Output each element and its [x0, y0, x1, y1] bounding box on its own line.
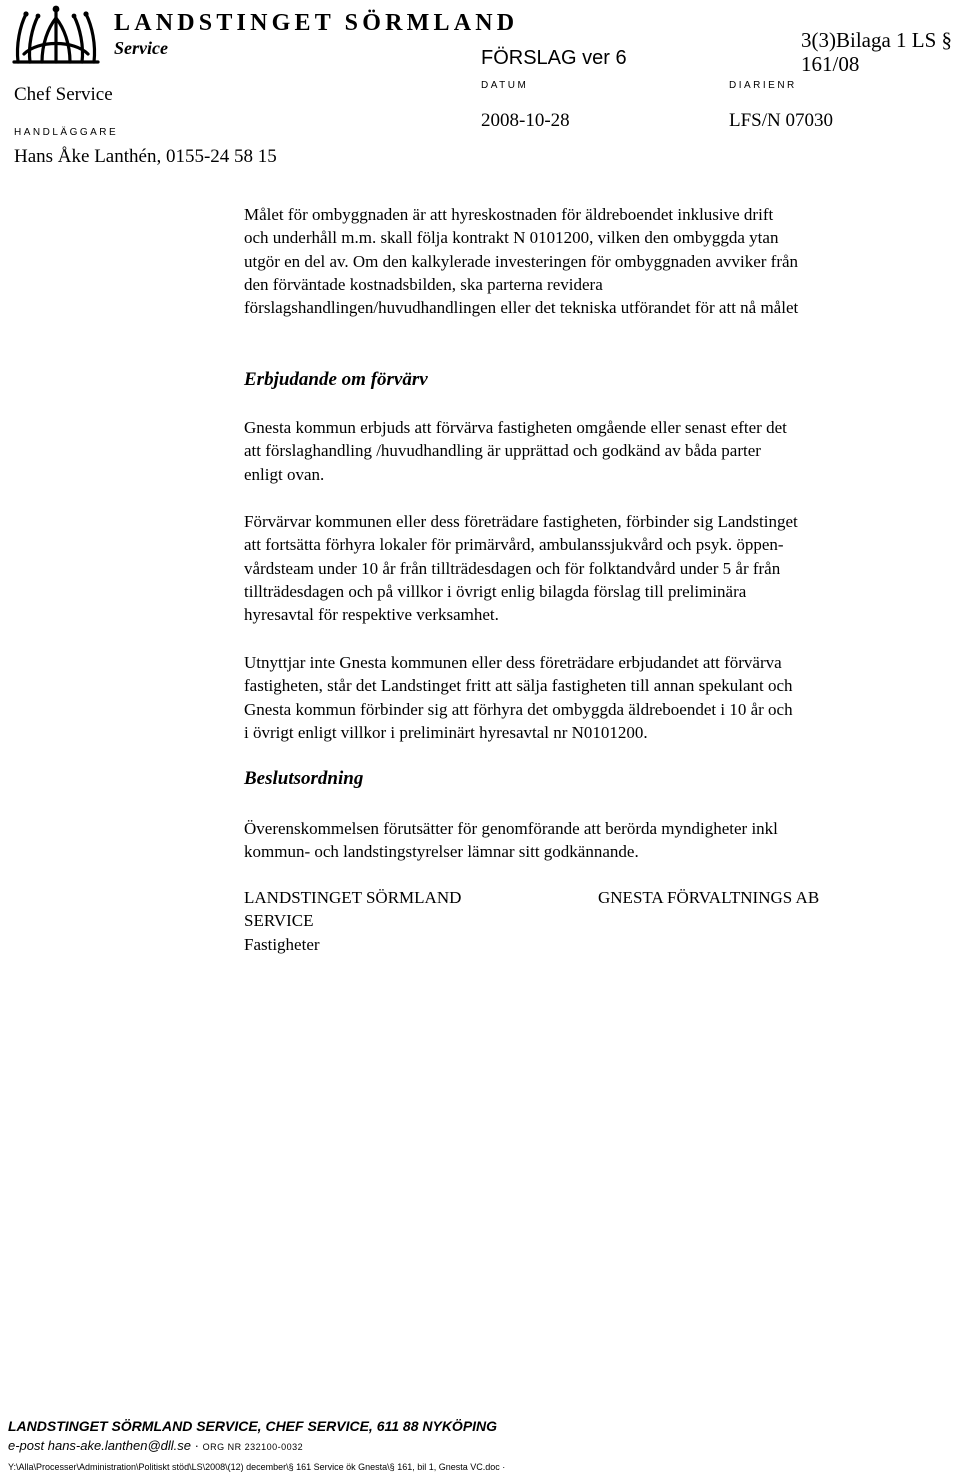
offer-line: att förslaghandling /huvudhandling är upprättad och godkänd av båda parter: [244, 441, 761, 461]
datum-value: 2008-10-28: [481, 110, 570, 131]
intro-line: den förväntade kostnadsbilden, ska parterna revidera: [244, 274, 603, 294]
decline-line: fastigheten, står det Landstinget fritt att sälja fastigheten till annan spekulant och: [244, 676, 793, 696]
intro-line: Målet för ombyggnaden är att hyreskostnaden för äldreboendet inklusive drift: [244, 205, 774, 224]
decline-line: i övrigt enligt villkor i preliminärt hyresavtal nr N0101200.: [244, 722, 648, 742]
signature-left-line: LANDSTINGET SÖRMLAND: [244, 888, 462, 907]
unit-name: Chef Service: [14, 84, 113, 105]
offer-paragraph: [244, 416, 944, 486]
heading-offer: Erbjudande om förvärv: [244, 369, 428, 390]
signature-right: GNESTA FÖRVALTNINGS AB: [598, 888, 820, 907]
datum-label: DATUM: [481, 80, 529, 91]
intro-paragraph: [244, 203, 944, 319]
page-reference: 3(3)Bilaga 1 LS §: [801, 28, 953, 52]
offer-line: Gnesta kommun erbjuds att förvärva fastigheten omgående eller senast efter det: [244, 418, 787, 437]
decline-line: Gnesta kommun förbinder sig att förhyra det ombyggda äldreboendet i 10 år och: [244, 699, 793, 719]
page-reference-line2: 161/08: [801, 52, 860, 76]
acquire-line: att fortsätta förhyra lokaler för primärvård, ambulanssjukvård och psyk. öppen-: [244, 535, 784, 555]
footer-org-number: ORG NR 232100-0032: [202, 1442, 304, 1452]
decision-paragraph: [244, 817, 944, 864]
footer-address: LANDSTINGET SÖRMLAND SERVICE, CHEF SERVICE, 611 88 NYKÖPING: [8, 1418, 498, 1434]
heading-decision: Beslutsordning: [244, 768, 364, 789]
footer-email: e-post hans-ake.lanthen@dll.se: [8, 1438, 192, 1453]
signature-left: [244, 886, 461, 956]
offer-line: enligt ovan.: [244, 464, 325, 484]
handlaggare-value: Hans Åke Lanthén, 0155-24 58 15: [14, 146, 277, 167]
decision-line: kommun- och landstingstyrelser lämnar sitt godkännande.: [244, 842, 639, 862]
footer-contact: [8, 1438, 303, 1453]
intro-line: och underhåll m.m. skall följa kontrakt N 0101200, vilken den ombyggda ytan: [244, 228, 779, 248]
decline-line: Utnyttjar inte Gnesta kommunen eller dess företrädare erbjudandet att förvärva: [244, 653, 782, 672]
signature-left-line: Fastigheter: [244, 934, 320, 954]
diarienr-value: LFS/N 07030: [729, 110, 833, 131]
acquire-line: hyresavtal för respektive verksamhet.: [244, 605, 499, 625]
footer-separator: ·: [194, 1438, 199, 1453]
intro-line: utgör en del av. Om den kalkylerade investeringen för ombyggnaden avviker från: [244, 251, 799, 271]
diarienr-label: DIARIENR: [729, 80, 797, 91]
crown-flower-emblem-icon: [8, 4, 104, 68]
intro-line: förslagshandlingen/huvudhandlingen eller det tekniska utförandet för att nå målet: [244, 298, 799, 318]
acquire-line: Förvärvar kommunen eller dess företrädare fastigheten, förbinder sig Landstinget: [244, 512, 798, 531]
footer-file-path: Y:\Alla\Processer\Administration\Politiskt stöd\LS\2008\(12) december\§ 161 Service ök Gnesta\§ 161, bil 1, Gnesta VC.doc ·: [8, 1462, 506, 1472]
document-title: FÖRSLAG ver 6: [481, 47, 627, 69]
logo-title: LANDSTINGET SÖRMLAND: [114, 10, 519, 36]
handlaggare-label: HANDLÄGGARE: [14, 127, 119, 138]
acquire-paragraph: [244, 510, 944, 626]
decline-paragraph: [244, 651, 944, 744]
acquire-line: tillträdesdagen och på villkor i övrigt enlig bilagda förslag till preliminära: [244, 581, 747, 601]
logo-subtitle: Service: [114, 38, 168, 58]
acquire-line: vårdsteam under 10 år från tillträdesdagen och för folktandvård under 5 år från: [244, 558, 781, 578]
decision-line: Överenskommelsen förutsätter för genomförande att berörda myndigheter inkl: [244, 819, 778, 838]
signature-left-line: SERVICE: [244, 911, 314, 931]
